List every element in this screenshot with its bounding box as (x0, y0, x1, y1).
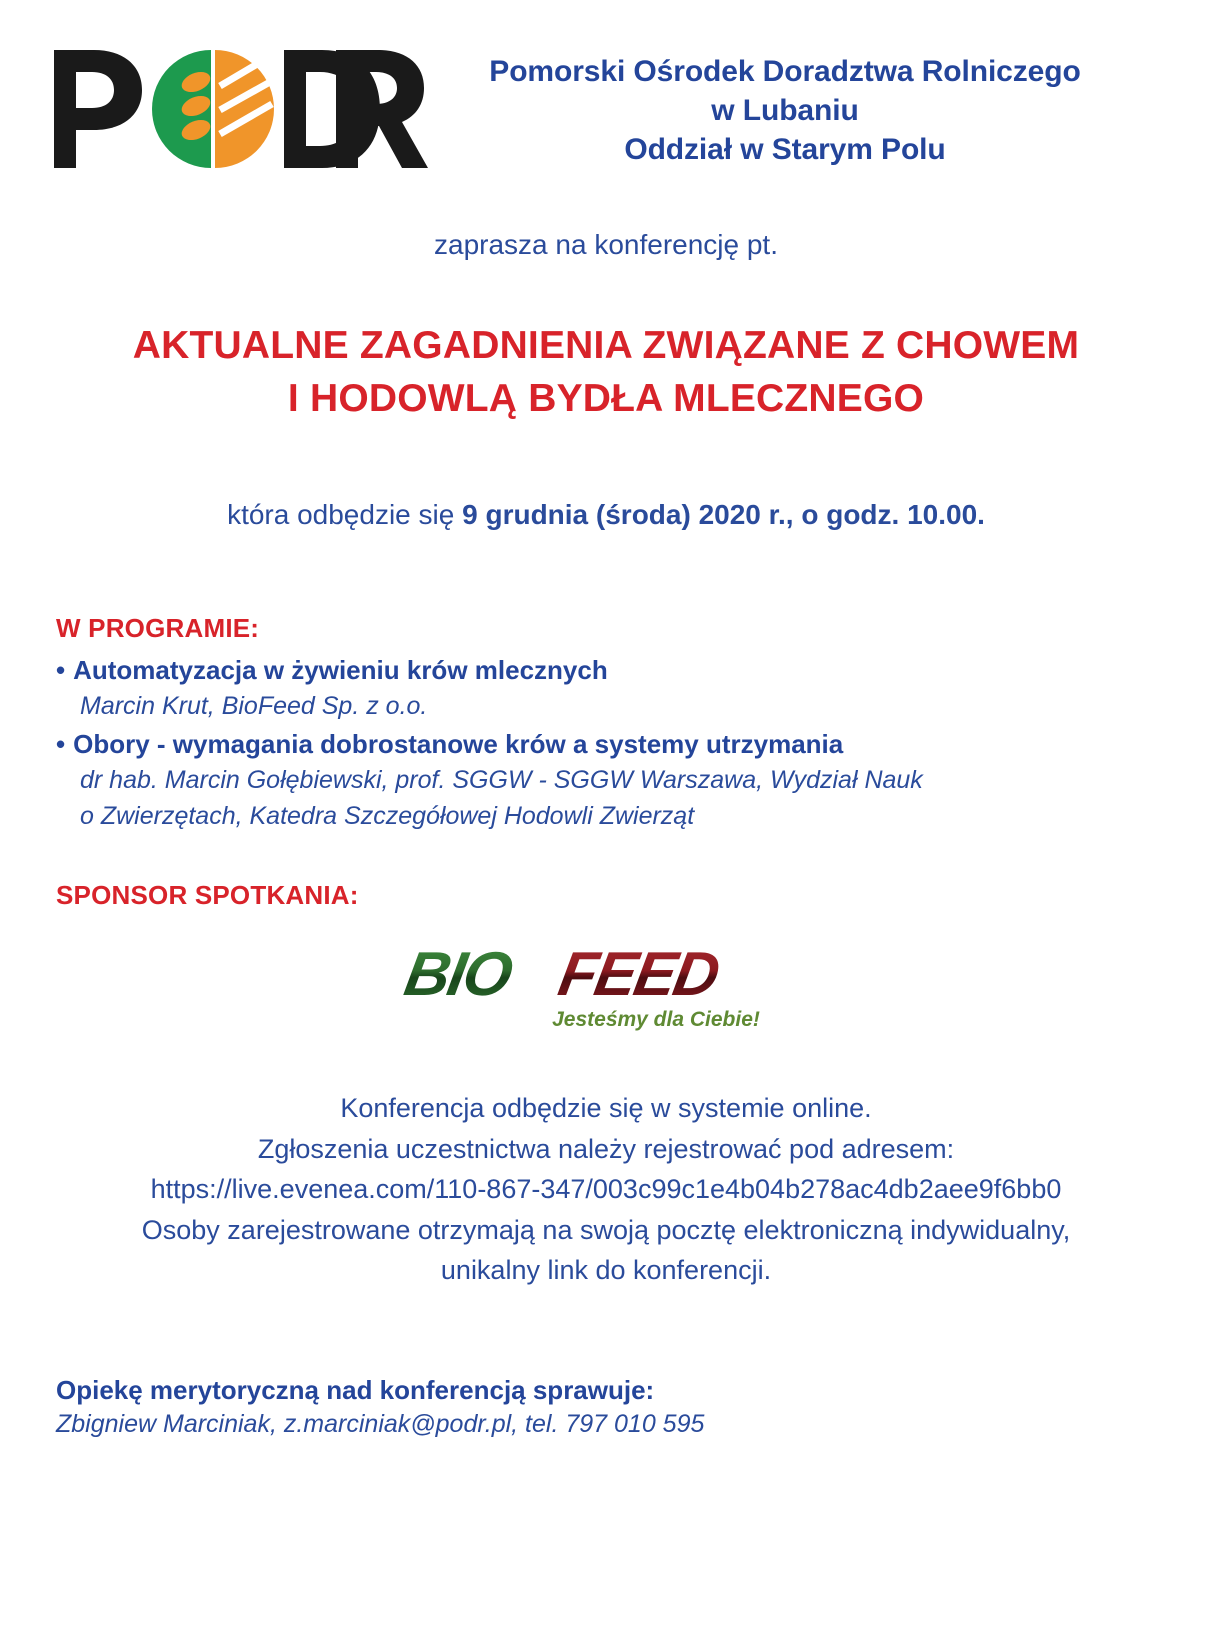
online-info-line: Zgłoszenia uczestnictwa należy rejestrować pod adresem: (257, 1133, 955, 1164)
contact-person: Zbigniew Marciniak, z.marciniak@podr.pl, tel. 797 010 595 (56, 1409, 705, 1438)
program-item-title (56, 652, 1212, 689)
svg-text:BIO: BIO (399, 939, 517, 1010)
program-section (0, 613, 1212, 834)
program-item-title (56, 726, 1212, 763)
program-heading: W PROGRAMIE: (56, 613, 260, 644)
conference-date-line (0, 499, 1212, 531)
contact-block (0, 1375, 1212, 1439)
speaker-line: o Zwierzętach, Katedra Szczegółowej Hodowli Zwierząt (80, 801, 695, 830)
online-info-line: Osoby zarejestrowane otrzymają na swoją pocztę elektroniczną indywidualny, (141, 1214, 1071, 1245)
conference-title-line-1: AKTUALNE ZAGADNIENIA ZWIĄZANE Z CHOWEM (132, 324, 1080, 367)
org-line-3: Oddział w Starym Polu (624, 133, 946, 166)
sponsor-heading: SPONSOR SPOTKANIA: (56, 880, 359, 911)
speaker-line: dr hab. Marcin Gołębiewski, prof. SGGW - SGGW Warszawa, Wydział Nauk (80, 766, 923, 795)
speaker-line: Marcin Krut, BioFeed Sp. z o.o. (80, 691, 428, 720)
registration-url[interactable]: https://live.evenea.com/110-867-347/003c99c1e4b04b278ac4db2aee9f6bb0 (150, 1174, 1062, 1205)
podr-logo-icon (48, 42, 428, 177)
program-item-speaker (56, 763, 1212, 834)
biofeed-logo-icon (396, 939, 816, 1014)
org-line-2: w Lubaniu (711, 94, 859, 127)
poster-header (0, 0, 1212, 173)
program-item-title-text: Automatyzacja w żywieniu krów mlecznych (73, 655, 608, 686)
svg-text:FEED: FEED (553, 939, 724, 1010)
date-prefix: która odbędzie się (227, 499, 463, 531)
biofeed-tagline: Jesteśmy dla Ciebie! (552, 1008, 760, 1032)
org-line-1: Pomorski Ośrodek Doradztwa Rolniczego (489, 55, 1081, 88)
bullet-icon: • (56, 729, 66, 760)
online-info-line: unikalny link do konferencji. (440, 1255, 772, 1286)
date-emphasis: 9 grudnia (środa) 2020 r., o godz. 10.00. (462, 499, 985, 531)
online-info-block (0, 1088, 1212, 1291)
conference-title (0, 319, 1212, 425)
program-item (56, 652, 1212, 724)
bullet-icon: • (56, 655, 66, 686)
invite-text: zaprasza na konferencję pt. (434, 229, 778, 260)
program-item-title-text: Obory - wymagania dobrostanowe krów a systemy utrzymania (73, 729, 844, 760)
organization-name (428, 38, 1172, 169)
contact-heading: Opiekę merytoryczną nad konferencją sprawuje: (56, 1374, 655, 1405)
sponsor-logo-block (0, 939, 1212, 1032)
program-item-speaker (56, 689, 1212, 725)
program-item (56, 726, 1212, 834)
conference-title-line-2: I HODOWLĄ BYDŁA MLECZNEGO (287, 377, 925, 421)
program-list (56, 652, 1212, 834)
online-info-line: Konferencja odbędzie się w systemie online. (340, 1093, 872, 1124)
